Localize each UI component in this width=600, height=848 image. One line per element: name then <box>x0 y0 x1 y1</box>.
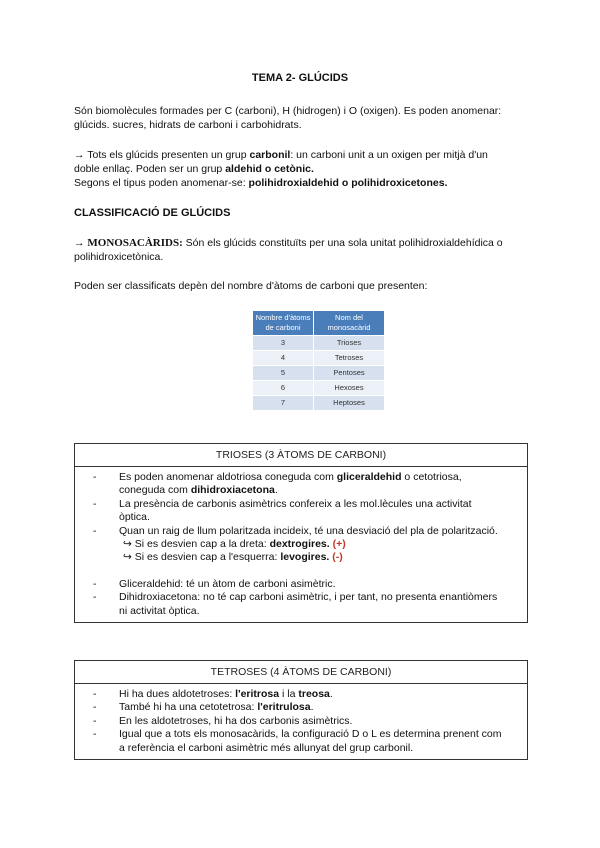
table-cell: Tetroses <box>314 351 385 366</box>
intro-paragraph <box>74 104 528 132</box>
carbonil-paragraph <box>74 148 528 190</box>
plus-sign: (+) <box>332 538 346 551</box>
intro-line: Són biomolècules formades per C (carboni), H (hidrogen) i O (oxigen). Es poden anomenar: <box>74 105 502 117</box>
term-dihidroxiacetona: dihidroxiacetona <box>190 484 275 497</box>
table-row <box>253 396 385 411</box>
text: Hi ha dues aldotetroses: <box>119 688 236 700</box>
monosacarids-line: polihidroxicetònica. <box>74 251 164 263</box>
text: . <box>329 688 333 700</box>
bullet-dash: - <box>93 688 97 700</box>
term-polihidroxi: polihidroxialdehid o polihidroxicetones. <box>248 177 448 189</box>
text: També hi ha una cetotetrosa: <box>119 701 258 714</box>
list-item <box>93 715 517 728</box>
text: òptica. <box>119 511 150 524</box>
intro-line: glúcids. sucres, hidrats de carboni i carbohidrats. <box>74 119 302 131</box>
bullet-dash: - <box>93 471 97 483</box>
text: En les aldotetroses, hi ha dos carbonis asimètrics. <box>119 714 353 727</box>
text: i la <box>279 688 299 700</box>
carbonil-line <box>74 162 528 176</box>
bullet-dash: - <box>93 577 97 590</box>
text: Tots els glúcids presenten un grup <box>84 149 250 161</box>
sub-item <box>93 551 517 564</box>
text: coneguda com <box>119 484 191 497</box>
monosaccharide-table <box>252 310 385 411</box>
text: Gliceraldehid: té un àtom de carboni asimètric. <box>119 577 336 590</box>
text: doble enllaç. Poden ser un grup <box>74 163 226 175</box>
monosacarids-line <box>74 236 528 250</box>
list-item <box>93 591 517 618</box>
text: La presència de carbonis asimètrics confereix a les mol.lècules una activitat <box>119 497 472 510</box>
text: . <box>274 484 278 497</box>
text: Igual que a tots els monosacàrids, la configuració D o L es determina prenent com <box>119 728 502 741</box>
classify-text: Poden ser classificats depèn del nombre d'àtoms de carboni que presenten: <box>74 280 428 292</box>
bullet-dash: - <box>93 714 97 727</box>
bullet-dash: - <box>93 728 97 741</box>
table-cell: Pentoses <box>314 366 385 381</box>
text: Són els glúcids constituïts per una sola unitat polihidroxialdehídica o <box>182 237 503 249</box>
text: Si es desvien cap a l'esquerra: <box>134 551 281 564</box>
arrow-icon: → <box>74 237 85 249</box>
text: ni activitat òptica. <box>119 604 200 617</box>
arrow-icon: → <box>74 149 85 161</box>
term-aldehid: aldehid o cetònic. <box>225 163 314 175</box>
list-item <box>93 525 517 538</box>
table-cell: 6 <box>253 381 314 396</box>
table-cell: 3 <box>253 336 314 351</box>
return-arrow-icon: ↪ <box>123 538 132 551</box>
table-header: Nom del monosacàrid <box>314 311 385 336</box>
bullet-dash: - <box>93 524 97 537</box>
term-gliceraldehid: gliceraldehid <box>336 471 402 483</box>
term-levogires: levogires. <box>280 551 330 564</box>
trioses-box <box>74 443 528 623</box>
page-title: TEMA 2- GLÚCIDS <box>251 72 349 84</box>
term-carbonil: carbonil <box>249 149 291 161</box>
list-item <box>93 701 517 714</box>
return-arrow-icon: ↪ <box>123 551 132 564</box>
text: Segons el tipus poden anomenar-se: <box>74 177 249 189</box>
term-monosacarids: MONOSACÀRIDS: <box>87 237 183 249</box>
carbonil-line <box>74 148 528 162</box>
table-cell: 4 <box>253 351 314 366</box>
bullet-dash: - <box>93 591 97 604</box>
trioses-list <box>75 467 527 622</box>
text: a referència el carboni asimètric més allunyat del grup carbonil. <box>119 741 414 754</box>
table-row <box>253 351 385 366</box>
term-eritrulosa: l'eritrulosa <box>257 701 311 714</box>
text: . <box>310 701 314 714</box>
text: Si es desvien cap a la dreta: <box>134 538 270 551</box>
text: : un carboni unit a un oxigen per mitjà d'un <box>290 149 488 161</box>
text: Dihidroxiacetona: no té cap carboni asimètric, i per tant, no presenta enantiòmers <box>119 591 498 604</box>
list-item <box>93 578 517 591</box>
table-cell: 5 <box>253 366 314 381</box>
spacer <box>93 565 517 578</box>
term-dextrogires: dextrogires. <box>269 538 330 551</box>
table-header: Nombre d'àtoms de carboni <box>253 311 314 336</box>
trioses-heading: TRIOSES (3 ÀTOMS DE CARBONI) <box>75 444 527 467</box>
table-row <box>253 336 385 351</box>
text: Es poden anomenar aldotriosa coneguda com <box>119 471 337 483</box>
table-cell: Trioses <box>314 336 385 351</box>
sub-item <box>93 538 517 551</box>
list-item <box>93 498 517 525</box>
tetroses-box <box>74 660 528 760</box>
bullet-dash: - <box>93 701 97 714</box>
table-cell: Heptoses <box>314 396 385 411</box>
minus-sign: (-) <box>332 551 343 564</box>
list-item <box>93 728 517 755</box>
table-cell: Hexoses <box>314 381 385 396</box>
term-eritrosa: l'eritrosa <box>235 688 280 700</box>
bullet-dash: - <box>93 497 97 510</box>
tetroses-heading: TETROSES (4 ÀTOMS DE CARBONI) <box>75 661 527 684</box>
table-row <box>253 366 385 381</box>
term-treosa: treosa <box>298 688 330 700</box>
list-item <box>93 471 517 498</box>
section-heading: CLASSIFICACIÓ DE GLÚCIDS <box>74 207 231 219</box>
text: Quan un raig de llum polaritzada incideix, té una desviació del pla de polarització. <box>119 524 498 537</box>
table-cell: 7 <box>253 396 314 411</box>
table-row <box>253 381 385 396</box>
monosacarids-paragraph <box>74 236 528 264</box>
text: o cetotriosa, <box>401 471 462 483</box>
list-item <box>93 688 517 701</box>
tetroses-list <box>75 684 527 759</box>
carbonil-line <box>74 176 528 190</box>
